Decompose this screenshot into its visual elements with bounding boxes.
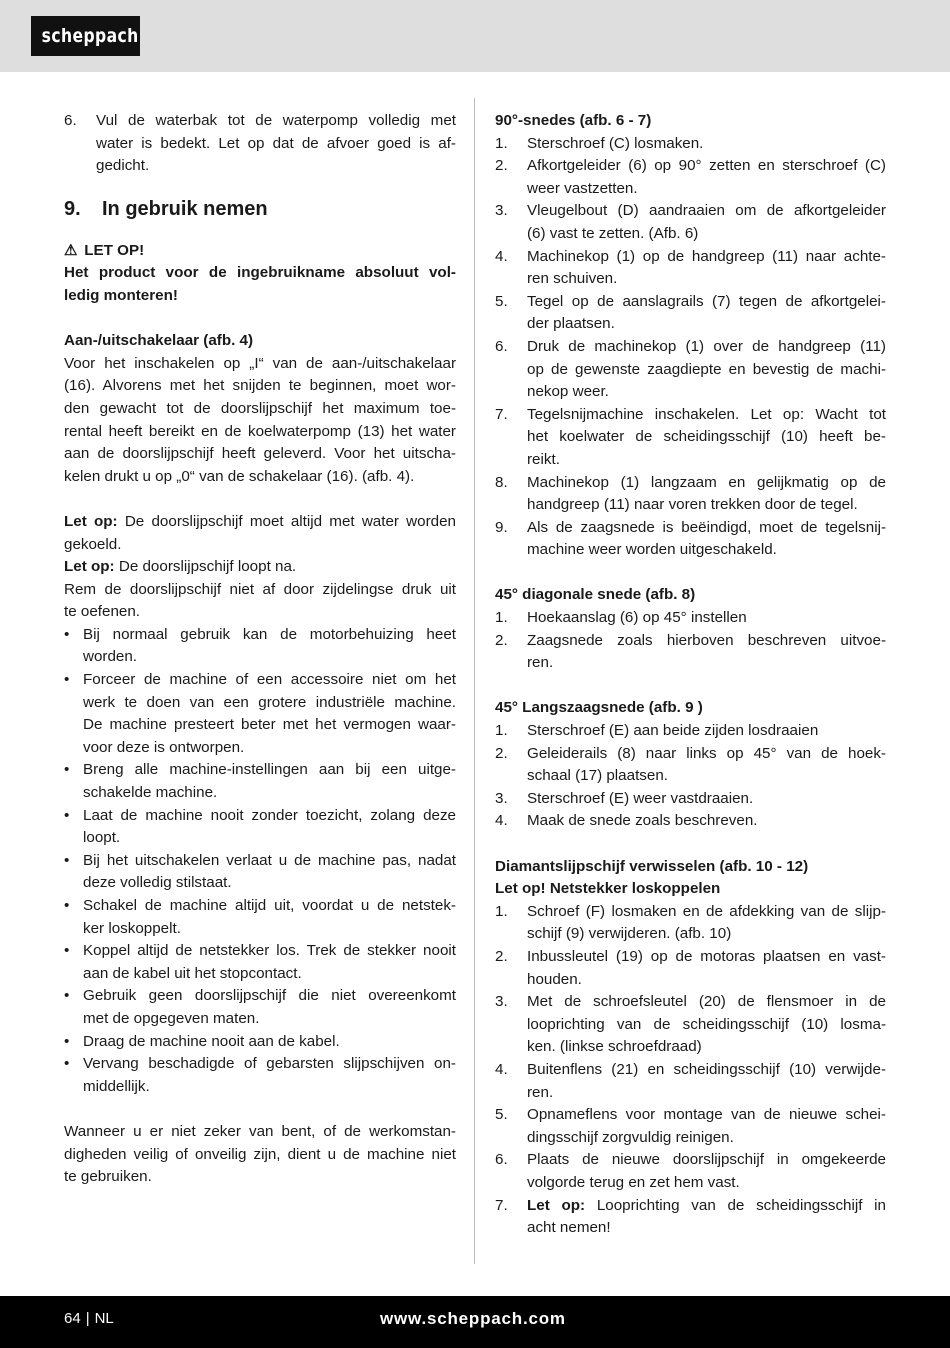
- blade-subheading: Let op! Netstekker loskoppelen: [495, 880, 721, 898]
- website-link[interactable]: www.scheppach.com: [380, 1309, 566, 1328]
- blade-heading: Diamantslijpschijf verwisselen (afb. 10 - 12): [495, 857, 809, 875]
- bullet-item: • Bij het uitschakelen verlaat u de machine pas, nadat deze volledig stilstaat.: [64, 851, 456, 892]
- footer-bar: [0, 1296, 950, 1348]
- warning-text: Het product voor de ingebruikname absoluut vol-: [64, 264, 456, 282]
- scheppach-logo: scheppach: [31, 16, 140, 56]
- section-heading: 9. In gebruik nemen: [64, 197, 268, 220]
- bullet-item: • Forceer de machine of een accessoire niet om het werk te doen van een grotere industriële machine. De machine presteert beter met het vermogen waar- voor deze is ontworpen.: [64, 671, 456, 756]
- brake-warning: Rem de doorslijpschijf niet af door zijdelingse druk uit: [64, 580, 456, 598]
- bullet-item: • Laat de machine nooit zonder toezicht, zolang deze loopt.: [64, 806, 456, 847]
- note-runs-on: Let op: De doorslijpschijf loopt na.: [64, 558, 297, 576]
- bullet-item: • Bij normaal gebruik kan de motorbehuizing heet worden.: [64, 625, 456, 666]
- bullet-list: [64, 624, 456, 1098]
- bullet-item: • Vervang beschadigde of gebarsten slijpschijven on- middellijk.: [64, 1055, 456, 1095]
- cut90-steps: 1. Sterschroef (C) losmaken. 2. Afkortgeleider (6) op 90° zetten en sterschroef (C) weer vastzetten. 3. Vleugelbout (D) aandraaien om de afkortgeleider (6) vast te zetten. (Afb. 6) 4. Machinekop (1) op de handgreep (11) naar achte- ren schuiven. 5. Tegel op de aanslagrails (7) tegen de afkortgelei- der plaatsen. 6. Druk de machinekop (1) over de handgreep (11) op de gewenste zaagdiepte en bevestig de machi- nekop weer. 7. Tegelsnijmachine inschakelen. Let op: Wacht tot het koelwater de scheidingsschijf (10) heeft be- reikt. 8. Machinekop (1) langzaam en gelijkmatig op de handgreep (11) naar voren trekken door de tegel. 9. Als de zaagsnede is beëindigd, moet de tegelsnij- machine weer worden uitgeschakeld.: [495, 134, 886, 559]
- warning-triangle-icon: ⚠: [64, 241, 78, 259]
- diag45-steps: 1. Hoekaanslag (6) op 45° instellen 2. Zaagsnede zoals hierboven beschreven uitvoe- ren.: [495, 609, 886, 672]
- bullet-item: • Schakel de machine altijd uit, voordat u de netstek- ker loskoppelt.: [64, 897, 456, 937]
- long45-heading: 45° Langszaagsnede (afb. 9 ): [495, 699, 703, 717]
- bullet-item: • Gebruik geen doorslijpschijf die niet overeenkomt met de opgegeven maten.: [64, 987, 456, 1027]
- switch-heading: Aan-/uitschakelaar (afb. 4): [64, 332, 254, 350]
- long45-steps: 1. Sterschroef (E) aan beide zijden losdraaien 2. Geleiderails (8) naar links op 45° van de hoek- schaal (17) plaatsen. 3. Sterschroef (E) weer vastdraaien. 4. Maak de snede zoals beschreven.: [495, 722, 886, 830]
- warning-title: ⚠ LET OP!: [64, 240, 456, 263]
- header-bar: [0, 0, 950, 72]
- cut90-heading: 90°-snedes (afb. 6 - 7): [495, 112, 652, 129]
- blade-steps: 1. Schroef (F) losmaken en de afdekking van de slijp- schijf (9) verwijderen. (afb. 10) 2. Inbussleutel (19) op de motoras plaatsen en vast- houden. 3. Met de schroefsleutel (20) de flensmoer in de looprichting van de scheidingsschijf (10) losma- ken. (linkse schroefdraad) 4. Buitenflens (21) en scheidingsschijf (10) verwijde- ren. 5. Opnameflens voor montage van de nieuwe schei- dingsschijf zorgvuldig reinigen. 6. Plaats de nieuwe doorslijpschijf in omgekeerde volgorde terug en zet hem vast. 7. Let op: Looprichting van de scheidingsschijf in acht nemen!: [495, 902, 886, 1237]
- diag45-heading: 45° diagonale snede (afb. 8): [495, 586, 696, 604]
- bullet-item: • Draag de machine nooit aan de kabel.: [64, 1032, 340, 1050]
- column-divider: [474, 98, 475, 1264]
- list-item-6: 6. Vul de waterbak tot de waterpomp volledig met water is bedekt. Let op dat de afvoer goed is af- gedicht.: [64, 112, 456, 175]
- note-water-cooling: Let op: De doorslijpschijf moet altijd met water worden: [64, 512, 456, 530]
- closing-paragraph: Wanneer u er niet zeker van bent, of de werkomstan- digheden veilig of onveilig zijn, dient u de machine niet te gebruiken.: [64, 1122, 456, 1186]
- bullet-item: • Breng alle machine-instellingen aan bij een uitge- schakelde machine.: [64, 761, 456, 802]
- left-column: 6. Vul de waterbak tot de waterpomp volledig met water is bedekt. Let op dat de afvoer goed is af- gedicht. 9. In gebruik nemen ⚠ LET OP! Het product voor de ingebruikname absoluut vol- ledig monteren! Aan-/uitschakelaar (afb. 4) Voor het inschakelen op „I“ van de aan-/uitschakelaar (16). Alvorens met het snijden te beginnen, moet wor- den gewacht tot de doorslijpschijf het maximum toe- rental heeft bereikt en de koelwaterpomp (13) het water aan de doorslijpschijf heeft geleverd. Voor het uitscha- kelen drukt u op „0“ van de schakelaar (16). (afb. 4). Let op: De doorslijpschijf moet altijd met water worden gekoeld. Let op: De doorslijpschijf loopt na. Rem de doorslijpschijf niet af door zijdelingse druk uit te oefenen. • Bij normaal gebruik kan de motorbehuizing heet worden. • Forceer de machine of een accessoire niet om het werk te doen van een grotere industriële machine. De machine presteert beter met het vermogen waar- voor deze is ontworpen. • Breng alle machine-instellingen aan bij een uitge- schakelde machine. • Laat de machine nooit zonder toezicht, zolang deze loopt. • Bij het uitschakelen verlaat u de machine pas, nadat deze volledig stilstaat. • Schakel de machine altijd uit, voordat u de netstek- ker loskoppelt. • Koppel altijd de netstekker los. Trek de stekker nooit aan de kabel uit het stopcontact. • Gebruik geen doorslijpschijf die niet overeenkomt met de opgegeven maten. • Draag de machine nooit aan de kabel. • Vervang beschadigde of gebarsten slijpschijven on- middellijk. Wanneer u er niet zeker van bent, of de werkomstan- digheden veilig of onveilig zijn, dient u de machine niet te gebruiken.: [64, 110, 456, 1189]
- page-number: 64 | NL: [64, 1310, 114, 1327]
- right-column: [495, 110, 886, 1240]
- switch-paragraph: Voor het inschakelen op „I“ van de aan-/uitschakelaar (16). Alvorens met het snijden te beginnen, moet wor- den gewacht tot de doorslijpschijf het maximum toe- rental heeft bereikt en de koelwaterpomp (13) het water aan de doorslijpschijf heeft geleverd. Voor het uitscha- kelen drukt u op „0“ van de schakelaar (16). (afb. 4).: [64, 354, 456, 485]
- bullet-item: • Koppel altijd de netstekker los. Trek de stekker nooit aan de kabel uit het stopcontact.: [64, 942, 456, 982]
